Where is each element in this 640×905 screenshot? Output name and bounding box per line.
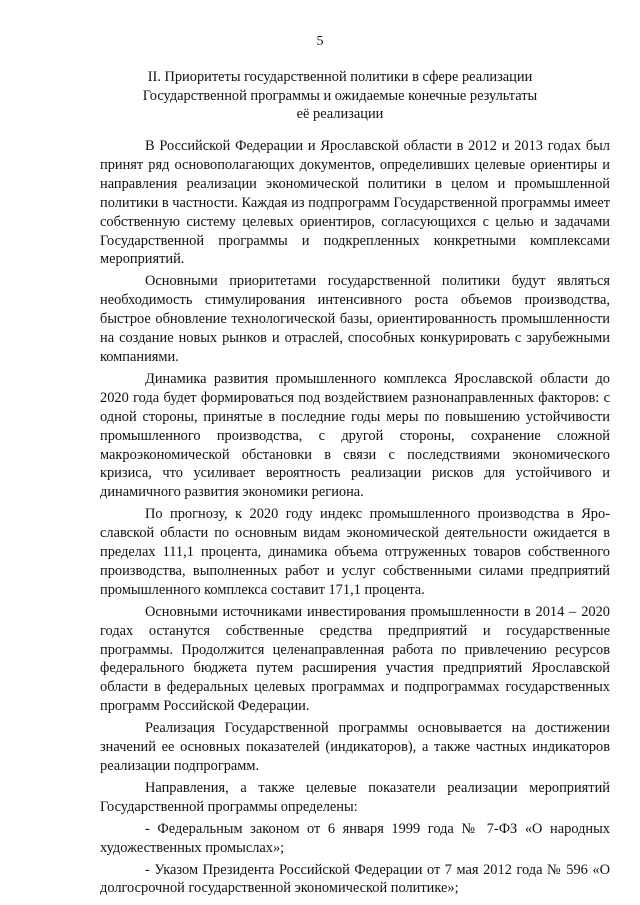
paragraph: Основными источниками инвестирования промышленности в 2014 – 2020 годах останутся собственные средства предприятий и государственные программы. Продолжится целенаправленная работа по привлечению ресурсов федерального бюджета путем расширения участия предприятий Ярославской области в федеральных целевых программах и подпрограммах государственных программ Российской Федерации.	[100, 603, 610, 715]
heading-line: II. Приоритеты государственной политики в сфере реализации	[147, 69, 533, 85]
list-item: - Указом Президента Российской Федерации от 7 мая 2012 года № 596 «О долгосрочной государственной экономической политике»;	[100, 861, 610, 897]
heading-line: Государственной программы и ожидаемые конечные результаты	[142, 87, 538, 104]
document-body	[100, 137, 610, 901]
list-item: - Федеральным законом от 6 января 1999 года № 7-ФЗ «О народных художественных промыслах»;	[100, 820, 610, 856]
paragraph: Направления, а также целевые показатели реализации мероприятий Государственной программы определены:	[100, 779, 610, 815]
paragraph: Реализация Государственной программы основывается на достижении значений ее основных показателей (индикаторов), а также частных индикаторов реализации подпрограмм.	[100, 720, 610, 774]
paragraph: В Российской Федерации и Ярославской области в 2012 и 2013 годах был принят ряд основополагающих документов, определивших целевые ориентиры и направления реализации экономической политики в целом и промышленной политики в частности. Каждая из подпрограмм Государственной программы имеет собственную систему целевых ориентиров, согласующихся с целью и задачами Государственной программы и подкрепленных конкретными комплексами мероприятий.	[100, 138, 610, 268]
paragraph: Динамика развития промышленного комплекса Ярославской области до 2020 года будет формироваться под воздействием разнонаправленных факторов: с одной стороны, принятые в последние годы меры по повышению устойчивости промышленного производства, с другой стороны, сохранение сложной макроэкономической обстановки в связи с последствиями экономического кризиса, что усиливает вероятность реализации рисков для устойчивого и динамичного развития экономики региона.	[100, 370, 610, 501]
paragraph: По прогнозу, к 2020 году индекс промышленного производства в Ярославской области по основным видам экономической деятельности ожидается в пределах 111,1 процента, динамика объема отгруженных товаров собственного производства, выполненных работ и услуг собственными силами предприятий промышленного комплекса составит 171,1 процента.	[100, 506, 610, 598]
page-number: 5	[316, 34, 324, 49]
paragraph: Основными приоритетами государственной политики будут являться необходимость стимулирования интенсивного роста объемов производства, быстрое обновление технологической базы, ориентированность промышленности на создание новых рынков и отраслей, способных конкурировать с зарубежными компаниями.	[100, 273, 610, 365]
heading-line: её реализации	[296, 106, 384, 122]
section-heading	[140, 68, 540, 124]
